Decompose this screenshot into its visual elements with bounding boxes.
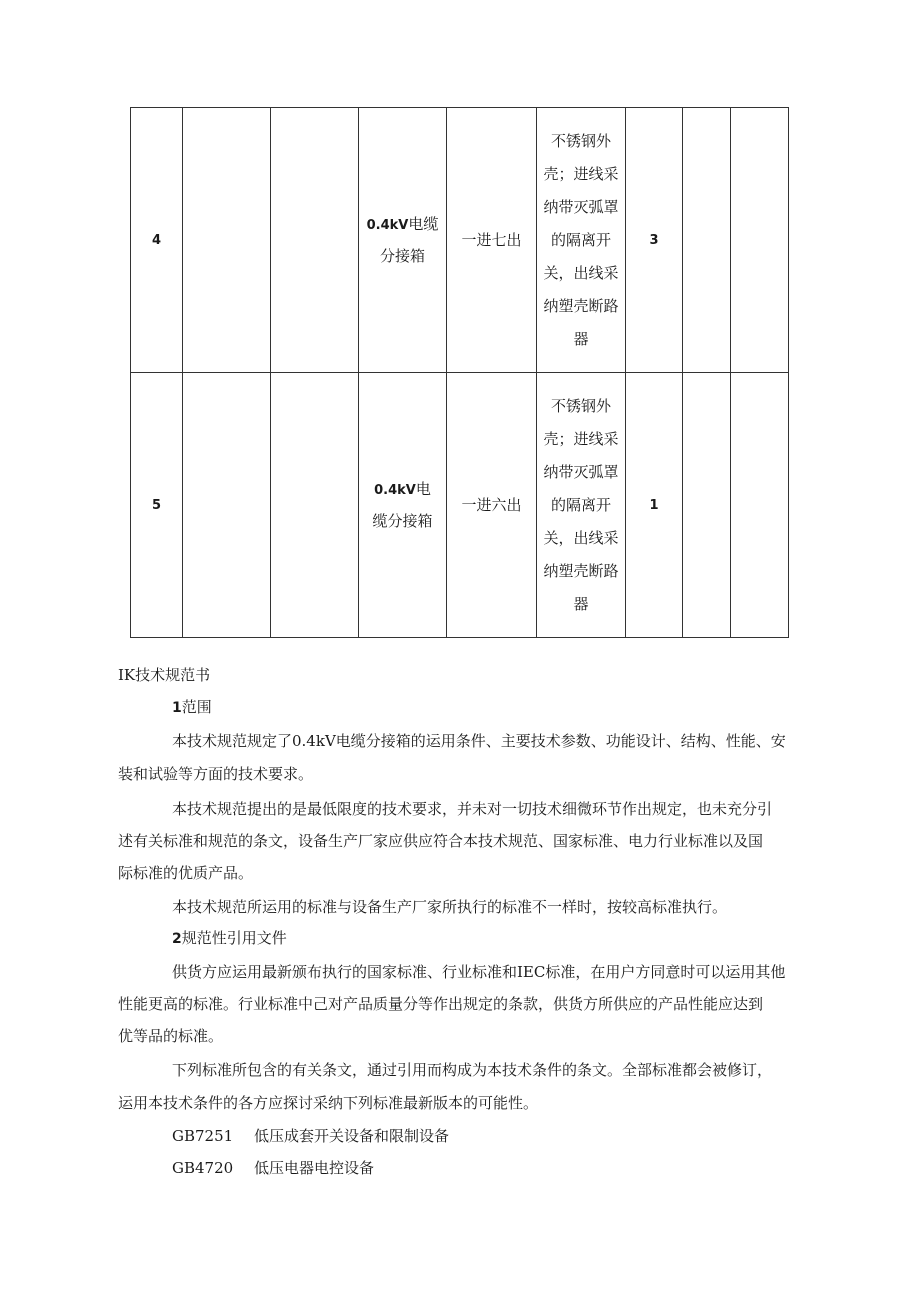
paragraph-line: 性能更高的标准。行业标准中己对产品质量分等作出规定的条款，供货方所供应的产品性能应达到 [118,995,764,1013]
standard-name: 低压成套开关设备和限制设备 [254,1127,450,1145]
description-cell [537,108,626,373]
paragraph-line: 运用本技术条件的各方应探讨采纳下列标准最新版本的可能性。 [118,1094,539,1112]
empty-cell [731,373,789,638]
paragraph-line: 装和试验等方面的技术要求。 [118,765,314,783]
paragraph-line: 本技术规范规定了0.4kV电缆分接箱的运用条件、主要技术参数、功能设计、结构、性能、安 [172,732,786,750]
quantity-cell: 1 [626,373,683,638]
section-heading-references [172,927,287,948]
desc-line: 壳；进线采 [543,429,619,448]
desc-line: 不锈钢外 [550,396,611,415]
empty-cell [683,108,731,373]
desc-line: 不锈钢外 [550,131,611,150]
config-cell: 一进六出 [447,373,537,638]
empty-cell [183,108,271,373]
desc-line: 器 [573,329,589,348]
equipment-table [130,107,789,638]
equipment-name [359,108,447,373]
standard-entry [172,1157,374,1178]
name-part: 电 [415,480,431,498]
empty-cell [683,373,731,638]
desc-line: 纳带灭弧罩 [543,197,619,216]
paragraph-line: 际标准的优质产品。 [118,864,254,882]
table-row [131,373,789,638]
paragraph-line: 优等品的标准。 [118,1027,224,1045]
voltage-label: 0.4kV [366,218,409,233]
empty-cell [271,373,359,638]
paragraph-line: 下列标准所包含的有关条文，通过引用而构成为本技术条件的条文。全部标准都会被修订， [172,1061,773,1079]
name-part: 分接箱 [379,247,425,265]
desc-line: 纳塑壳断路 [543,561,619,580]
standard-name: 低压电器电控设备 [254,1159,375,1177]
desc-line: 壳；进线采 [543,164,619,183]
section-number: 1 [172,700,182,716]
desc-line: 的隔离开 [550,495,611,514]
paragraph-line: 述有关标准和规范的条文，设备生产厂家应供应符合本技术规范、国家标准、电力行业标准以及国 [118,832,764,850]
desc-line: 纳带灭弧罩 [543,462,619,481]
name-part: 电缆 [408,215,439,233]
table-row [131,108,789,373]
config-cell: 一进七出 [447,108,537,373]
desc-line: 器 [573,594,589,613]
paragraph-line: 本技术规范所运用的标准与设备生产厂家所执行的标准不一样时，按较高标准执行。 [172,898,728,916]
empty-cell [183,373,271,638]
voltage-label: 0.4kV [374,483,416,498]
paragraph-line: 供货方应运用最新颁布执行的国家标准、行业标准和IEC标准，在用户方同意时可以运用其他 [172,963,786,981]
desc-line: 的隔离开 [550,230,611,249]
section-title: 范围 [181,698,212,716]
desc-line: 关，出线采 [543,528,619,547]
section-title: 规范性引用文件 [181,929,287,947]
empty-cell [731,108,789,373]
equipment-name [359,373,447,638]
standard-code: GB4720 [172,1159,234,1177]
quantity-cell: 3 [626,108,683,373]
desc-line: 关，出线采 [543,263,619,282]
name-part: 缆分接箱 [372,512,433,530]
row-index: 5 [131,373,183,638]
desc-line: 纳塑壳断路 [543,296,619,315]
description-cell [537,373,626,638]
section-number: 2 [172,931,182,947]
standard-code: GB7251 [172,1127,234,1145]
empty-cell [271,108,359,373]
paragraph-line: 本技术规范提出的是最低限度的技术要求，并未对一切技术细微环节作出规定，也未充分引 [172,800,773,818]
row-index: 4 [131,108,183,373]
standard-entry [172,1125,449,1146]
section-heading-scope [172,696,212,717]
doc-title: IK技术规范书 [118,666,211,684]
